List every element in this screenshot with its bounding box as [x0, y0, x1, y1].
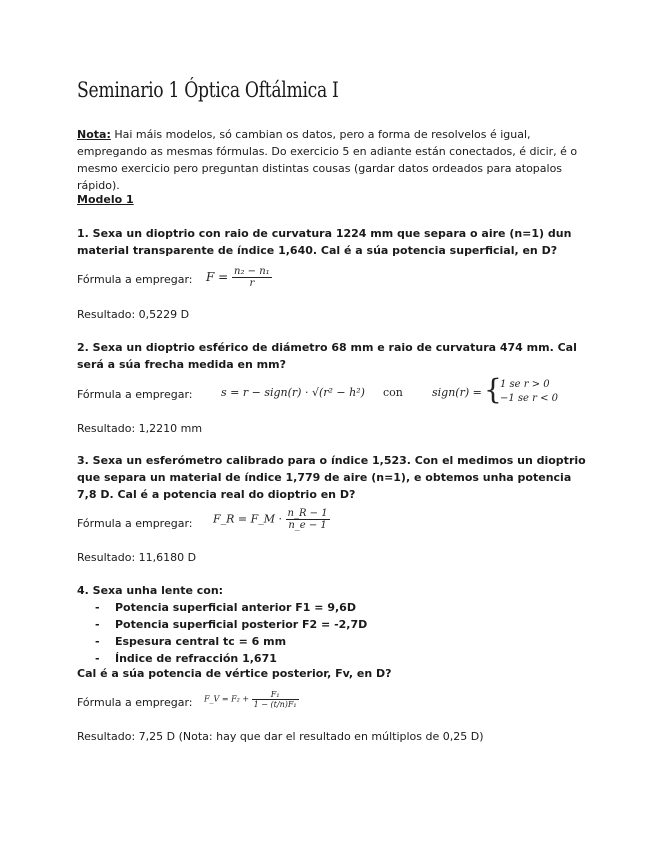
formula-1-lhs: F =	[206, 270, 229, 284]
formula-1-num: n₂ − n₁	[234, 266, 270, 277]
formula-4-lhs: F_V = F₂ +	[204, 694, 250, 704]
note-paragraph	[77, 126, 587, 194]
list-item: - Potencia superficial posterior F2 = -2,7D	[95, 616, 367, 633]
note-label: Nota:	[77, 128, 111, 141]
formula-2-case2: −1 se r < 0	[500, 393, 559, 404]
formula-label-3: Fórmula a empregar:	[77, 517, 193, 530]
lens-data-list	[95, 599, 367, 667]
result-2: Resultado: 1,2210 mm	[77, 422, 203, 435]
formula-3-num: n_R − 1	[287, 508, 328, 519]
formula-3-lhs: F_R = F_M ·	[213, 512, 283, 526]
formula-2-case1: 1 se r > 0	[500, 379, 550, 390]
list-item: - Espesura central tc = 6 mm	[95, 633, 367, 650]
page-title: Seminario 1 Óptica Oftálmica I	[77, 78, 339, 102]
formula-2-con: con	[383, 386, 403, 399]
list-item: - Índice de refracción 1,671	[95, 650, 367, 667]
formula-4-den: 1 − (t/n)F₁	[253, 700, 297, 709]
question-1: 1. Sexa un dioptrio con raio de curvatura 1224 mm que separa o aire (n=1) dun material transparente de índice 1,640. Cal é a súa potencia superficial, en D?	[77, 227, 572, 257]
formula-2-cases	[500, 378, 558, 406]
formula-label-2: Fórmula a empregar:	[77, 388, 193, 401]
formula-4-num: F₁	[252, 690, 299, 700]
formula-2-brace: {	[484, 373, 502, 406]
question-3: 3. Sexa un esferómetro calibrado para o índice 1,523. Con el medimos un dioptrio que separa un material de índice 1,779 de aire (n=1), e obtemos unha potencia 7,8 D. Cal é a potencia real do dioptrio en D?	[77, 454, 586, 501]
question-4-intro: 4. Sexa unha lente con:	[77, 584, 224, 597]
result-1: Resultado: 0,5229 D	[77, 308, 190, 321]
question-2: 2. Sexa un dioptrio esférico de diámetro 68 mm e raio de curvatura 474 mm. Cal será a súa frecha medida en mm?	[77, 341, 577, 371]
result-4: Resultado: 7,25 D (Nota: hay que dar el resultado en múltiplos de 0,25 D)	[77, 730, 484, 743]
list-item: - Potencia superficial anterior F1 = 9,6D	[95, 599, 367, 616]
model-heading: Modelo 1	[77, 193, 134, 206]
formula-2-sign-lhs: sign(r) =	[432, 386, 482, 399]
question-4: Cal é a súa potencia de vértice posterior, Fv, en D?	[77, 667, 392, 680]
note-text: Hai máis modelos, só cambian os datos, pero a forma de resolvelos é igual, empregando as mesmas fórmulas. Do exercicio 5 en adiante están conectados, é dicir, é o mesmo exercicio pero preguntan distintas cousas (gardar datos ordeados para atopalos rápido).	[77, 128, 578, 192]
result-3: Resultado: 11,6180 D	[77, 551, 197, 564]
formula-label-1: Fórmula a empregar:	[77, 273, 193, 286]
formula-3	[213, 508, 330, 531]
formula-1	[206, 266, 272, 289]
formula-3-den: n_e − 1	[288, 520, 327, 531]
formula-1-den: r	[249, 278, 255, 289]
formula-2-main: s = r − sign(r) · √(r² − h²)	[221, 386, 365, 399]
formula-4	[204, 690, 299, 709]
formula-label-4: Fórmula a empregar:	[77, 696, 193, 709]
